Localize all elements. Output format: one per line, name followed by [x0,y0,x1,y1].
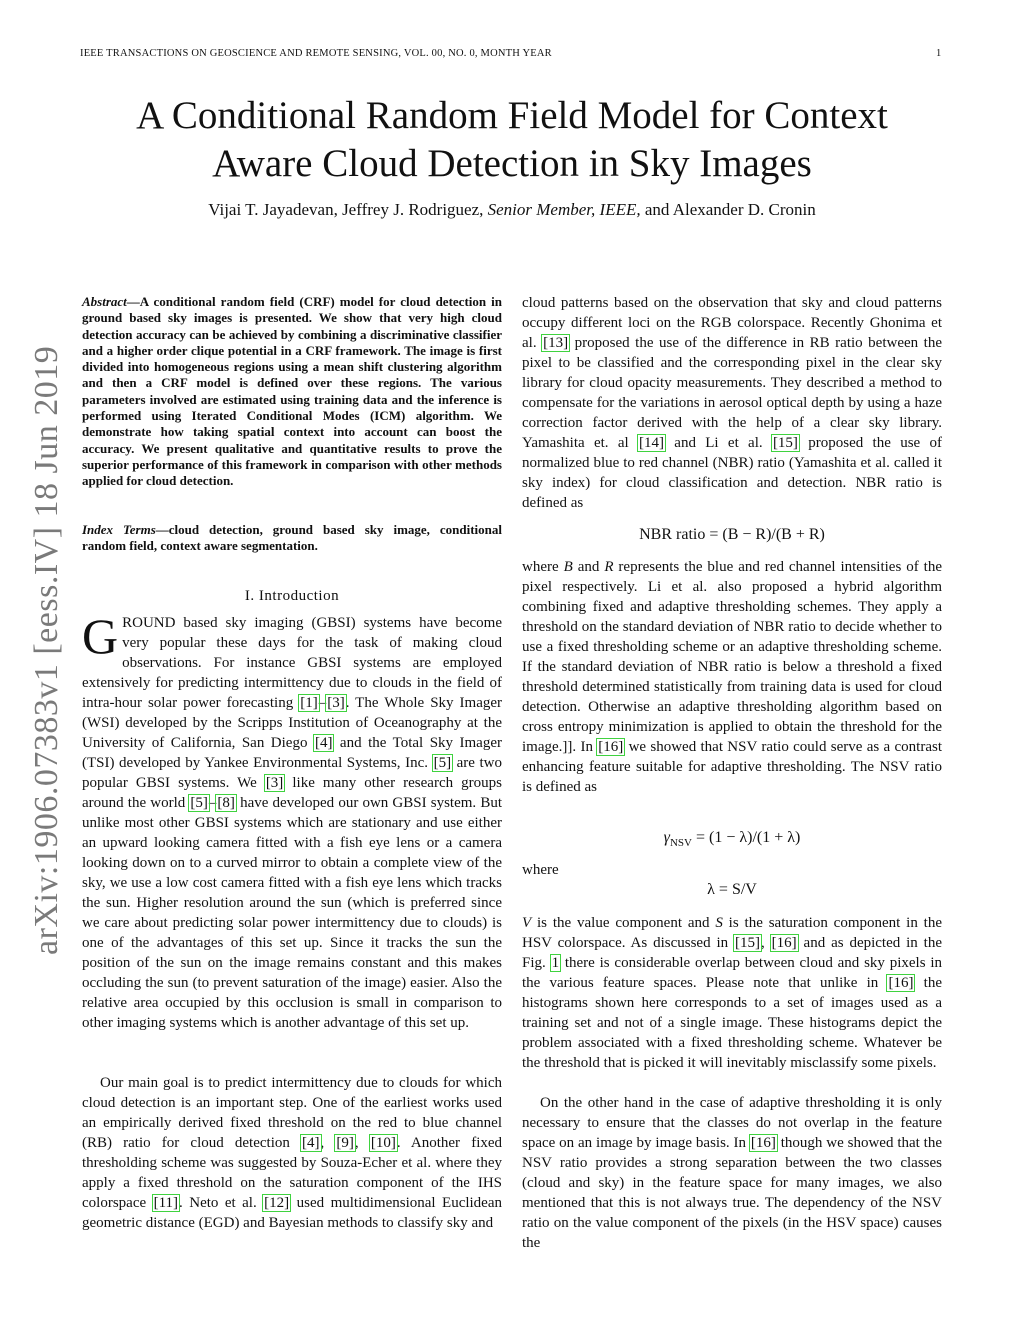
authors-role: Senior Member, IEEE, [487,200,641,219]
right-paragraph-4 [522,1093,942,1253]
intro-paragraph-1 [82,608,503,1033]
text-run: Our main goal is to predict intermittency due to clouds for which cloud detection is an important step. One of the earliest works used an empirically derived fixed threshold on the red to blue channel (RB) ratio for cloud detection [82,1075,502,1151]
text-run: we showed that NSV ratio could serve as a contrast enhancing feature suitable for adaptive thresholding. The NSV ratio is defined as [522,739,942,795]
running-head: IEEE TRANSACTIONS ON GEOSCIENCE AND REMOTE SENSING, VOL. 00, NO. 0, MONTH YEAR [80,48,552,59]
citation-link[interactable]: [16] [750,1135,776,1151]
abstract-label: Abstract [82,294,127,309]
text-run: , [761,935,771,951]
abstract-text: —A conditional random field (CRF) model for cloud detection in ground based sky images is presented. We show that very high cloud detection accuracy can be achieved by combining a discriminative classifier and a higher order clique potential in a CRF framework. The image is first divided into homogeneous regions using a mean shift clustering algorithm and then a CRF model is defined over these regions. The various parameters involved are estimated using training data and the inference is performed using Iterated Conditional Modes (ICM) algorithm. We demonstrate how taking spatial context into account can boost the accuracy. We present qualitative and quantitative results to prove the superior performance of this framework in comparison with other methods applied for cloud detection. [82,294,502,489]
math-variable: R [604,559,614,575]
text-run: are two popular GBSI systems. We [82,755,502,791]
citation-link[interactable]: [4] [314,735,333,751]
right-paragraph-2 [522,557,942,797]
citation-link[interactable]: [11] [153,1195,179,1211]
text-run: proposed the use of the difference in RB ratio between the pixel to be classified and the corresponding pixel in the clear sky library for cloud opacity measurements. They described a method to compensate for the variations in aerosol optical depth by using a haze correction factor derived with the help of a clear sky library. Yamashita et. al [522,335,943,451]
text-run: . Another fixed thresholding scheme was suggested by Souza-Echer et al. where they apply a fixed threshold on the saturation component of the IHS colorspace [82,1135,503,1211]
index-terms [82,522,502,555]
text-run: where [522,559,564,575]
author-list [0,200,1024,220]
text-run: proposed the use of normalized blue to red channel (NBR) ratio (Yamashita et al. called it sky index) for cloud classification and detection. NBR ratio is defined as [522,435,942,511]
text-run: is the saturation component in the HSV colorspace. As discussed in [522,915,943,951]
citation-link[interactable]: [5] [433,755,452,771]
math-variable: S [715,915,723,931]
text-run: though we showed that the NSV ratio provides a strong separation between the two classes (cloud and sky) in the feature space for many images, we also mentioned that this is not always true. The dependency of the NSV ratio on the value component of the pixels (in the HSV space) causes the [522,1135,942,1251]
section-heading: I. Introduction [244,588,340,604]
page-number: 1 [936,48,942,59]
equation-lambda: λ = S/V [707,881,757,898]
citation-link[interactable]: [16] [888,975,914,991]
intro-paragraph-2 [82,1073,502,1233]
paper-title [0,92,1024,188]
text-run: and Li et al. [664,435,772,451]
text-run: – [208,795,217,811]
citation-link[interactable]: [16] [598,739,624,755]
text-run: and as depicted in the Fig. [522,935,942,971]
text-run: cloud patterns based on the observation that sky and cloud patterns occupy different loci on the RGB colorspace. Recently Ghonima et al. [522,295,942,351]
text-run: On the other hand in the case of adaptive thresholding it is only necessary to ensure that the classes do not overlap in the feature space on an image by image basis. In [522,1095,942,1151]
equation-nsv-ratio [522,829,942,849]
text-run: , [354,1135,370,1151]
figure-link[interactable]: 1 [551,955,560,971]
text-run: there is considerable overlap between cloud and sky pixels in the various feature spaces. Please note that unlike in [522,955,942,991]
where-label: where [522,862,559,878]
text-run: , [320,1135,336,1151]
arxiv-stamp[interactable]: arXiv:1906.07383v1 [eess.IV] 18 Jun 2019 [28,345,65,955]
text-run: – [318,695,327,711]
authors-plain: Vijai T. Jayadevan, Jeffrey J. Rodriguez, [208,200,484,219]
title-line-2: Aware Cloud Detection in Sky Images [212,142,812,185]
right-paragraph-3 [522,913,942,1073]
drop-cap: G [82,608,119,664]
citation-link[interactable]: [15] [735,935,761,951]
text-run: . Neto et al. [179,1195,264,1211]
text-run: . The Whole Sky Imager (WSI) developed by the Scripps Institution of Oceanography at the University of California, San Diego [82,695,502,751]
citation-link[interactable]: [4] [302,1135,320,1151]
citation-link[interactable]: [8] [217,795,235,811]
right-paragraph-1 [522,293,942,513]
math-variable: V [522,915,532,931]
citation-link[interactable]: [13] [543,335,569,351]
citation-link[interactable]: [12] [264,1195,290,1211]
text-run: used multidimensional Euclidean geometric distance (EGD) and Bayesian methods to classify sky and [82,1195,502,1231]
text-run: and the Total Sky Imager (TSI) developed by Yankee Environmental Systems, Inc. [82,735,502,771]
text-run: ROUND based sky imaging (GBSI) systems have become very popular these days for the task of making cloud observations. For instance GBSI systems are employed extensively for predicting intermittency due to clouds in the field of intra-hour solar power forecasting [82,615,502,711]
math-subscript: NSV [669,837,692,850]
math-gamma: γ [663,829,670,846]
text-run: is the value component and [531,915,716,931]
text-run: have developed our own GBSI system. But unlike most other GBSI systems which are stationary and use either an upward looking camera fitted with a fish eye lens or a camera looking down on to a curved mirror to obtain a complete view of the sky, we use a low cost camera fitted with a fish eye lens which tracks the sun. Higher resolution around the sun (which is preferred since we care about predicting solar power intermittency due to clouds) is one of the advantages of this set up. Since it tracks the sun the position of the sun on the image remains constant and this makes occluding the sun (to prevent saturation of the image) easier. Also the relative area occupied by this occlusion is small in comparison to other imaging systems which is another advantage of this set up. [82,795,502,1031]
citation-link[interactable]: [10] [370,1135,396,1151]
citation-link[interactable]: [5] [190,795,208,811]
index-terms-text: —cloud detection, ground based sky image, conditional random field, context aware segmentation. [82,522,502,554]
math-expression: = (1 − λ)/(1 + λ) [691,829,801,846]
citation-link[interactable]: [3] [327,695,345,711]
math-variable: B [563,559,573,575]
citation-link[interactable]: [14] [638,435,664,451]
text-run: represents the blue and red channel intensities of the pixel respectively. Li et al. also proposed a hybrid algorithm combining fixed and adaptive thresholding schemes. They apply a threshold on the standard deviation of NBR ratio to decide whether to use a fixed thresholding scheme or an adaptive thresholding scheme. If the standard deviation of NBR ratio is below a threshold a fixed threshold determined statistically from training data is used for cloud detection. Otherwise an adaptive thresholding algorithm based on cross entropy minimization is applied to obtain the threshold for the image.]]. In [522,559,942,755]
equation-nbr-ratio: NBR ratio = (B − R)/(B + R) [639,526,825,543]
text-run: and [572,559,605,575]
title-line-1: A Conditional Random Field Model for Context [136,94,888,137]
citation-link[interactable]: [1] [300,695,318,711]
index-terms-label: Index Terms [82,522,156,537]
abstract [82,294,502,490]
text-run: like many other research groups around the world [82,775,503,811]
citation-link[interactable]: [16] [771,935,797,951]
citation-link[interactable]: [15] [772,435,798,451]
citation-link[interactable]: [9] [336,1135,354,1151]
authors-last: and Alexander D. Cronin [644,200,816,219]
text-run: the histograms shown here corresponds to a set of images used as a training set and not of a single image. These histograms depict the problem associated with a fixed thresholding scheme. Whatever be the threshold that is picked it will inevitably misclassify some pixels. [522,975,942,1071]
citation-link[interactable]: [3] [265,775,284,791]
